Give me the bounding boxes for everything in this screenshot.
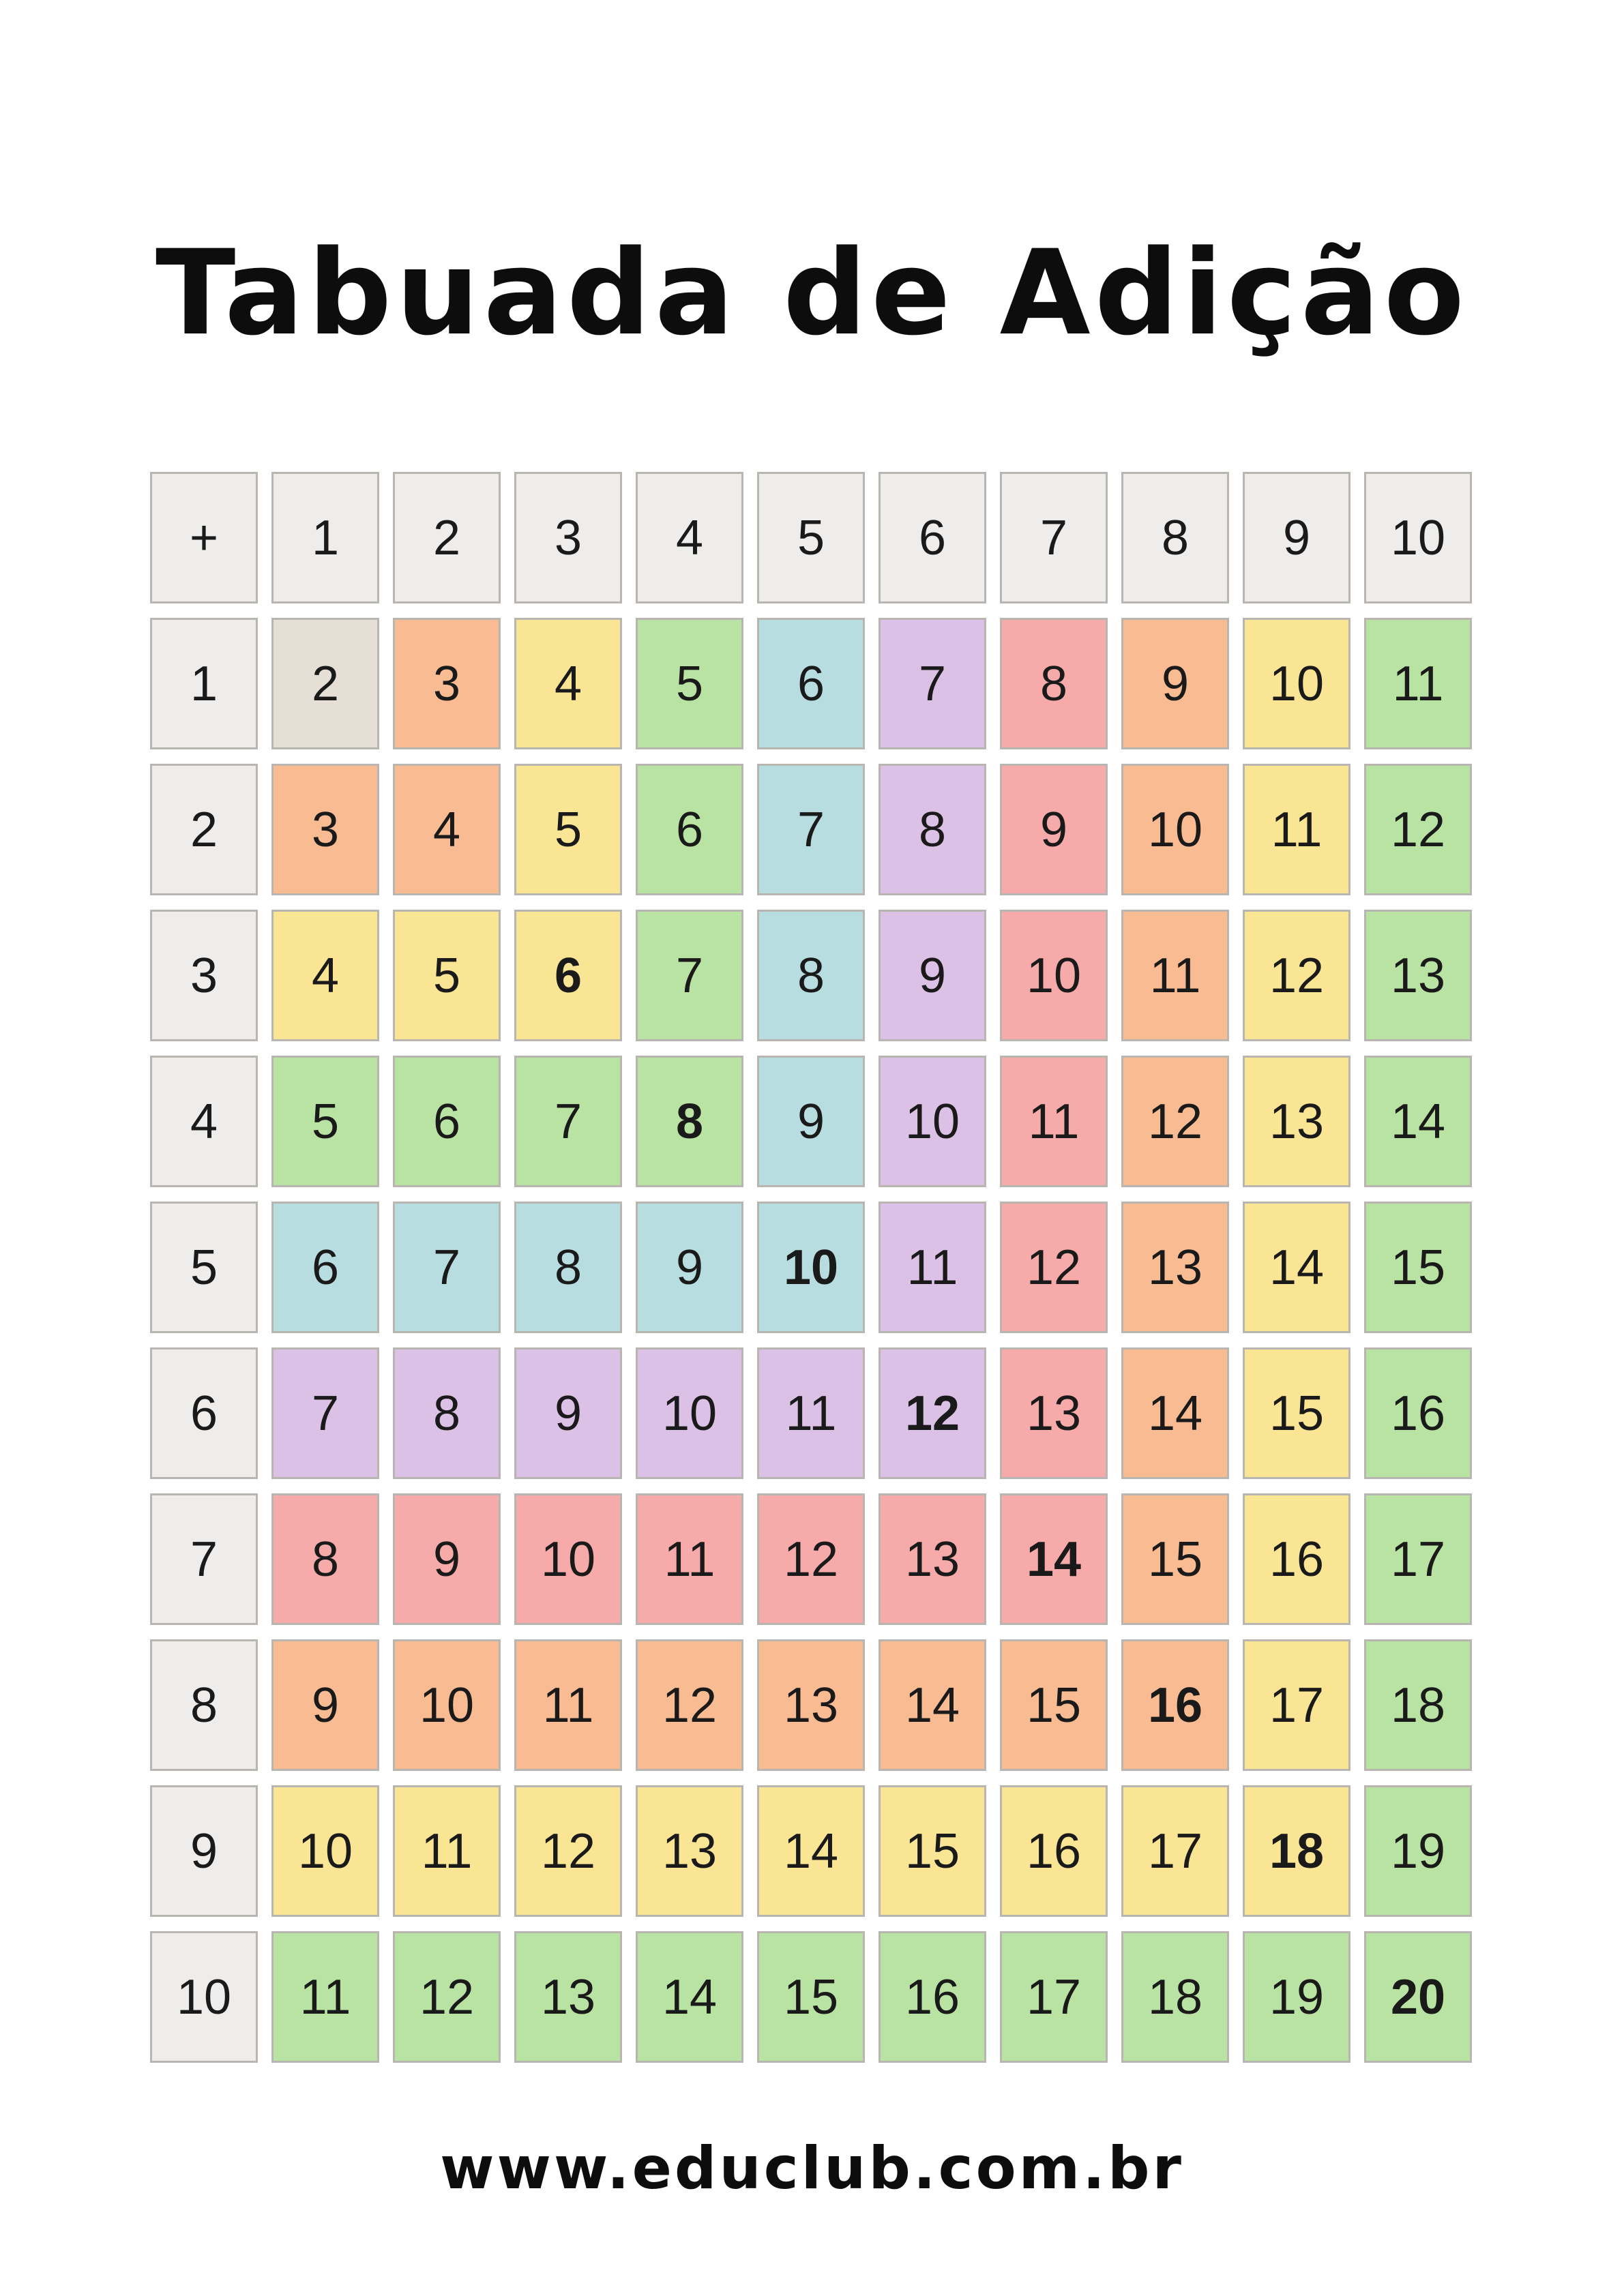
sum-cell: 12 xyxy=(757,1493,865,1625)
sum-cell: 8 xyxy=(514,1202,622,1333)
sum-cell: 13 xyxy=(1121,1202,1229,1333)
operator-cell: + xyxy=(150,472,258,603)
sum-cell: 12 xyxy=(1243,910,1350,1041)
sum-cell: 6 xyxy=(271,1202,379,1333)
sum-cell: 12 xyxy=(393,1931,501,2063)
sum-cell: 11 xyxy=(1364,618,1472,749)
sum-cell: 9 xyxy=(1000,764,1108,895)
sum-cell: 11 xyxy=(1243,764,1350,895)
sum-cell: 13 xyxy=(1364,910,1472,1041)
sum-cell: 11 xyxy=(1000,1056,1108,1187)
addition-table xyxy=(150,472,1472,2063)
sum-cell: 11 xyxy=(393,1785,501,1917)
sum-cell: 8 xyxy=(271,1493,379,1625)
sum-cell: 17 xyxy=(1000,1931,1108,2063)
sum-cell: 18 xyxy=(1364,1639,1472,1771)
sum-cell: 9 xyxy=(271,1639,379,1771)
row-header: 3 xyxy=(150,910,258,1041)
column-header: 4 xyxy=(636,472,743,603)
sum-cell: 13 xyxy=(879,1493,986,1625)
sum-cell: 14 xyxy=(1243,1202,1350,1333)
sum-cell: 13 xyxy=(1243,1056,1350,1187)
sum-cell: 15 xyxy=(1243,1347,1350,1479)
sum-cell: 10 xyxy=(1243,618,1350,749)
row-header: 2 xyxy=(150,764,258,895)
column-header: 3 xyxy=(514,472,622,603)
sum-cell: 12 xyxy=(1364,764,1472,895)
sum-cell: 14 xyxy=(1121,1347,1229,1479)
sum-cell: 15 xyxy=(1364,1202,1472,1333)
sum-cell: 14 xyxy=(636,1931,743,2063)
sum-cell: 7 xyxy=(757,764,865,895)
sum-cell: 14 xyxy=(757,1785,865,1917)
sum-cell: 14 xyxy=(1364,1056,1472,1187)
sum-cell: 12 xyxy=(879,1347,986,1479)
sum-cell: 16 xyxy=(1000,1785,1108,1917)
sum-cell: 13 xyxy=(514,1931,622,2063)
sum-cell: 4 xyxy=(514,618,622,749)
sum-cell: 10 xyxy=(514,1493,622,1625)
sum-cell: 3 xyxy=(271,764,379,895)
sum-cell: 11 xyxy=(514,1639,622,1771)
sum-cell: 17 xyxy=(1121,1785,1229,1917)
sum-cell: 19 xyxy=(1243,1931,1350,2063)
sum-cell: 9 xyxy=(1121,618,1229,749)
website-url: www.educlub.com.br xyxy=(440,2134,1184,2203)
sum-cell: 15 xyxy=(757,1931,865,2063)
column-header: 7 xyxy=(1000,472,1108,603)
sum-cell: 18 xyxy=(1121,1931,1229,2063)
sum-cell: 9 xyxy=(514,1347,622,1479)
sum-cell: 6 xyxy=(514,910,622,1041)
sum-cell: 10 xyxy=(1121,764,1229,895)
sum-cell: 8 xyxy=(879,764,986,895)
sum-cell: 3 xyxy=(393,618,501,749)
sum-cell: 10 xyxy=(393,1639,501,1771)
sum-cell: 16 xyxy=(1121,1639,1229,1771)
sum-cell: 11 xyxy=(757,1347,865,1479)
column-header: 9 xyxy=(1243,472,1350,603)
sum-cell: 5 xyxy=(514,764,622,895)
sum-cell: 13 xyxy=(1000,1347,1108,1479)
sum-cell: 11 xyxy=(636,1493,743,1625)
sum-cell: 12 xyxy=(514,1785,622,1917)
sum-cell: 12 xyxy=(1000,1202,1108,1333)
sum-cell: 10 xyxy=(879,1056,986,1187)
sum-cell: 2 xyxy=(271,618,379,749)
sum-cell: 9 xyxy=(636,1202,743,1333)
sum-cell: 6 xyxy=(393,1056,501,1187)
sum-cell: 11 xyxy=(271,1931,379,2063)
sum-cell: 7 xyxy=(636,910,743,1041)
sum-cell: 5 xyxy=(271,1056,379,1187)
sum-cell: 13 xyxy=(757,1639,865,1771)
sum-cell: 12 xyxy=(1121,1056,1229,1187)
sum-cell: 17 xyxy=(1364,1493,1472,1625)
row-header: 7 xyxy=(150,1493,258,1625)
sum-cell: 10 xyxy=(757,1202,865,1333)
row-header: 4 xyxy=(150,1056,258,1187)
sum-cell: 14 xyxy=(879,1639,986,1771)
sum-cell: 11 xyxy=(1121,910,1229,1041)
sum-cell: 11 xyxy=(879,1202,986,1333)
sum-cell: 15 xyxy=(1000,1639,1108,1771)
sum-cell: 10 xyxy=(271,1785,379,1917)
sum-cell: 6 xyxy=(757,618,865,749)
sum-cell: 8 xyxy=(757,910,865,1041)
row-header: 5 xyxy=(150,1202,258,1333)
sum-cell: 19 xyxy=(1364,1785,1472,1917)
column-header: 6 xyxy=(879,472,986,603)
column-header: 10 xyxy=(1364,472,1472,603)
sum-cell: 8 xyxy=(393,1347,501,1479)
column-header: 1 xyxy=(271,472,379,603)
row-header: 9 xyxy=(150,1785,258,1917)
sum-cell: 7 xyxy=(393,1202,501,1333)
sum-cell: 16 xyxy=(879,1931,986,2063)
column-header: 2 xyxy=(393,472,501,603)
row-header: 8 xyxy=(150,1639,258,1771)
sum-cell: 13 xyxy=(636,1785,743,1917)
sum-cell: 4 xyxy=(271,910,379,1041)
sum-cell: 7 xyxy=(514,1056,622,1187)
sum-cell: 9 xyxy=(393,1493,501,1625)
sum-cell: 7 xyxy=(879,618,986,749)
sum-cell: 16 xyxy=(1243,1493,1350,1625)
sum-cell: 5 xyxy=(393,910,501,1041)
row-header: 1 xyxy=(150,618,258,749)
row-header: 6 xyxy=(150,1347,258,1479)
page-title: Tabuada de Adição xyxy=(156,224,1468,361)
sum-cell: 18 xyxy=(1243,1785,1350,1917)
sum-cell: 5 xyxy=(636,618,743,749)
sum-cell: 8 xyxy=(1000,618,1108,749)
column-header: 5 xyxy=(757,472,865,603)
sum-cell: 16 xyxy=(1364,1347,1472,1479)
sum-cell: 10 xyxy=(636,1347,743,1479)
sum-cell: 20 xyxy=(1364,1931,1472,2063)
sum-cell: 4 xyxy=(393,764,501,895)
sum-cell: 7 xyxy=(271,1347,379,1479)
sum-cell: 14 xyxy=(1000,1493,1108,1625)
sum-cell: 15 xyxy=(879,1785,986,1917)
sum-cell: 9 xyxy=(879,910,986,1041)
sum-cell: 6 xyxy=(636,764,743,895)
sum-cell: 10 xyxy=(1000,910,1108,1041)
row-header: 10 xyxy=(150,1931,258,2063)
sum-cell: 17 xyxy=(1243,1639,1350,1771)
sum-cell: 9 xyxy=(757,1056,865,1187)
sum-cell: 8 xyxy=(636,1056,743,1187)
sum-cell: 12 xyxy=(636,1639,743,1771)
sum-cell: 15 xyxy=(1121,1493,1229,1625)
column-header: 8 xyxy=(1121,472,1229,603)
